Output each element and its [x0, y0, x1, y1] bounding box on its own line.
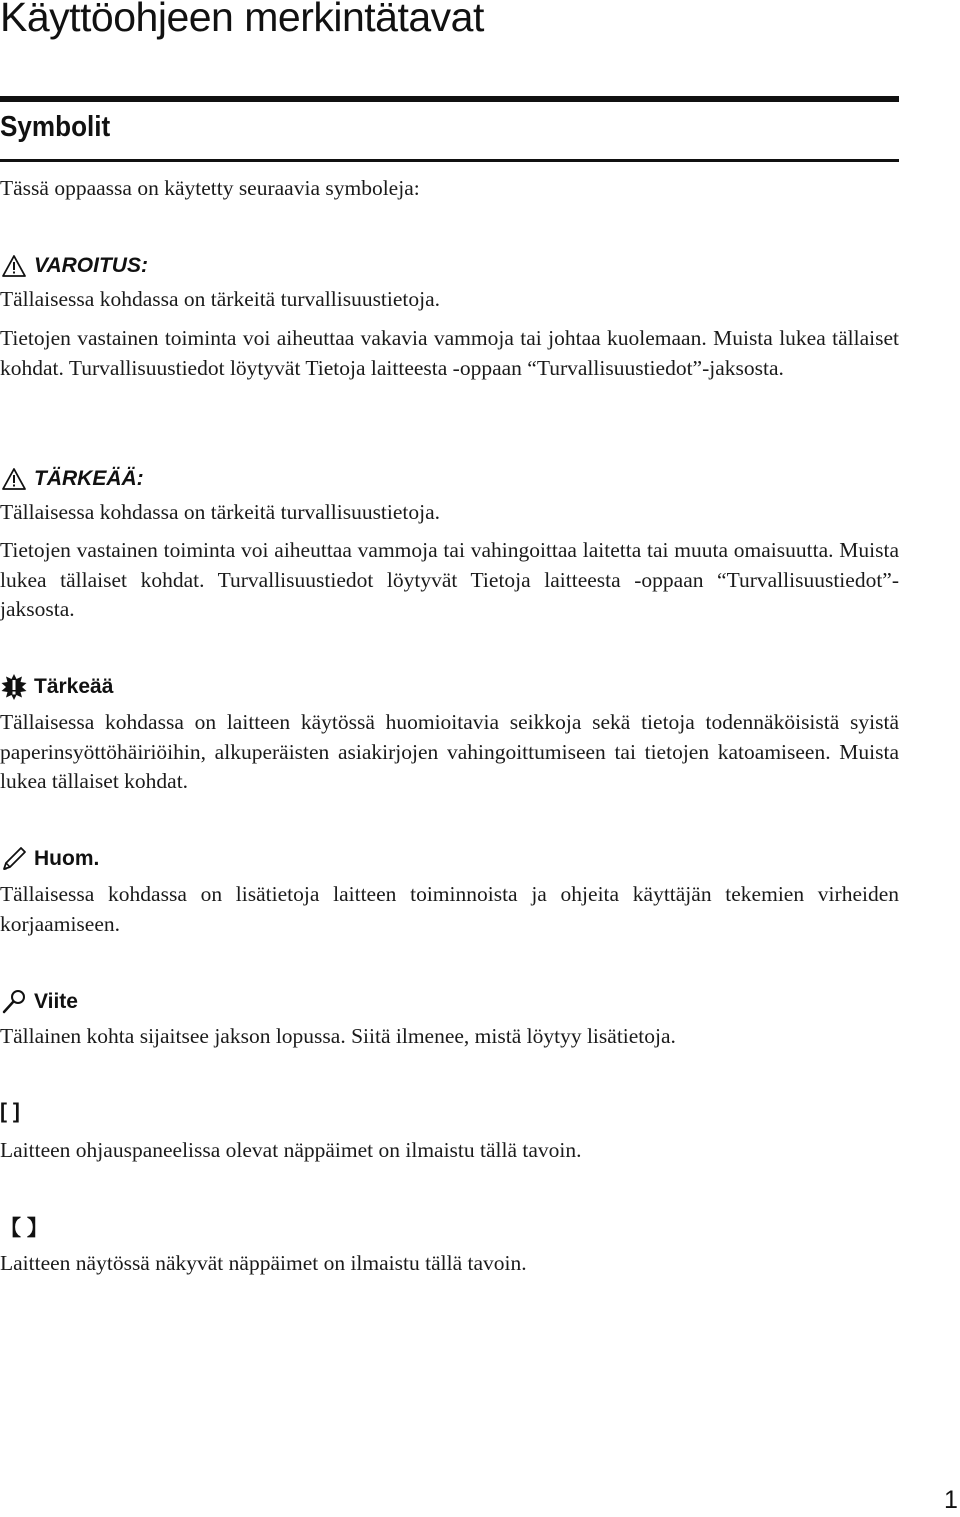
- note-label: Huom.: [34, 847, 100, 870]
- warning-text-2: Tietojen vastainen toiminta voi aiheuttaa vakavia vammoja tai johtaa kuolemaan. Muista lukea tällaiset kohdat. Turvallisuustiedot löytyvät Tietoja laitteesta -oppaan “Turvallisuustiedot”-jaksosta.: [0, 326, 899, 380]
- warning-heading: [0, 252, 148, 280]
- caution-text-1: Tällaisessa kohdassa on tärkeitä turvallisuustietoja.: [0, 500, 441, 524]
- screen-key-symbol: 【 】: [0, 1217, 48, 1240]
- caution-text-2: Tietojen vastainen toiminta voi aiheuttaa vammoja tai vahingoittaa laitetta tai muuta omaisuutta. Muista lukea tällaiset kohdat. Turvallisuustiedot löytyvät Tietoja laitteesta -oppaan “Turvallisuustiedot”-jaksosta.: [0, 538, 899, 622]
- warning-text-1: Tällaisessa kohdassa on tärkeitä turvallisuustietoja.: [0, 287, 441, 311]
- title-divider: [0, 96, 899, 102]
- page-title: Käyttöohjeen merkintätavat: [0, 0, 484, 40]
- warning-triangle-icon: [0, 252, 28, 280]
- important-label: Tärkeää: [34, 675, 114, 698]
- reference-text: Tällainen kohta sijaitsee jakson lopussa. Siitä ilmenee, mistä löytyy lisätietoja.: [0, 1024, 676, 1048]
- intro-text: Tässä oppaassa on käytetty seuraavia symboleja:: [0, 176, 420, 200]
- warning-label: VAROITUS:: [34, 254, 148, 277]
- section-title: Symbolit: [0, 111, 111, 143]
- screen-key-text: Laitteen näytössä näkyvät näppäimet on ilmaistu tällä tavoin.: [0, 1251, 527, 1275]
- caution-triangle-icon: [0, 465, 28, 493]
- section-divider: [0, 159, 899, 162]
- important-heading: [0, 673, 113, 701]
- pencil-icon: [0, 845, 28, 873]
- important-burst-icon: [0, 673, 28, 701]
- caution-label: TÄRKEÄÄ:: [34, 467, 144, 490]
- note-text: Tällaisessa kohdassa on lisätietoja laitteen toiminnoista ja ohjeita käyttäjän tekemien virheiden korjaamiseen.: [0, 882, 899, 936]
- important-text: Tällaisessa kohdassa on laitteen käytössä huomioitavia seikkoja sekä tietoja todennäköisistä syistä paperinsyöttöhäiriöihin, alkuperäisten asiakirjojen vahingoittumiseen tai tietojen katoamiseen. Muista lukea tällaiset kohdat.: [0, 710, 899, 794]
- reference-label: Viite: [34, 990, 78, 1013]
- panel-key-symbol: [ ]: [0, 1100, 20, 1123]
- page-number: 1: [944, 1486, 958, 1514]
- note-heading: [0, 845, 99, 873]
- magnifier-icon: [0, 988, 28, 1016]
- reference-heading: [0, 988, 78, 1016]
- panel-key-text: Laitteen ohjauspaneelissa olevat näppäimet on ilmaistu tällä tavoin.: [0, 1138, 582, 1162]
- caution-heading: [0, 465, 144, 493]
